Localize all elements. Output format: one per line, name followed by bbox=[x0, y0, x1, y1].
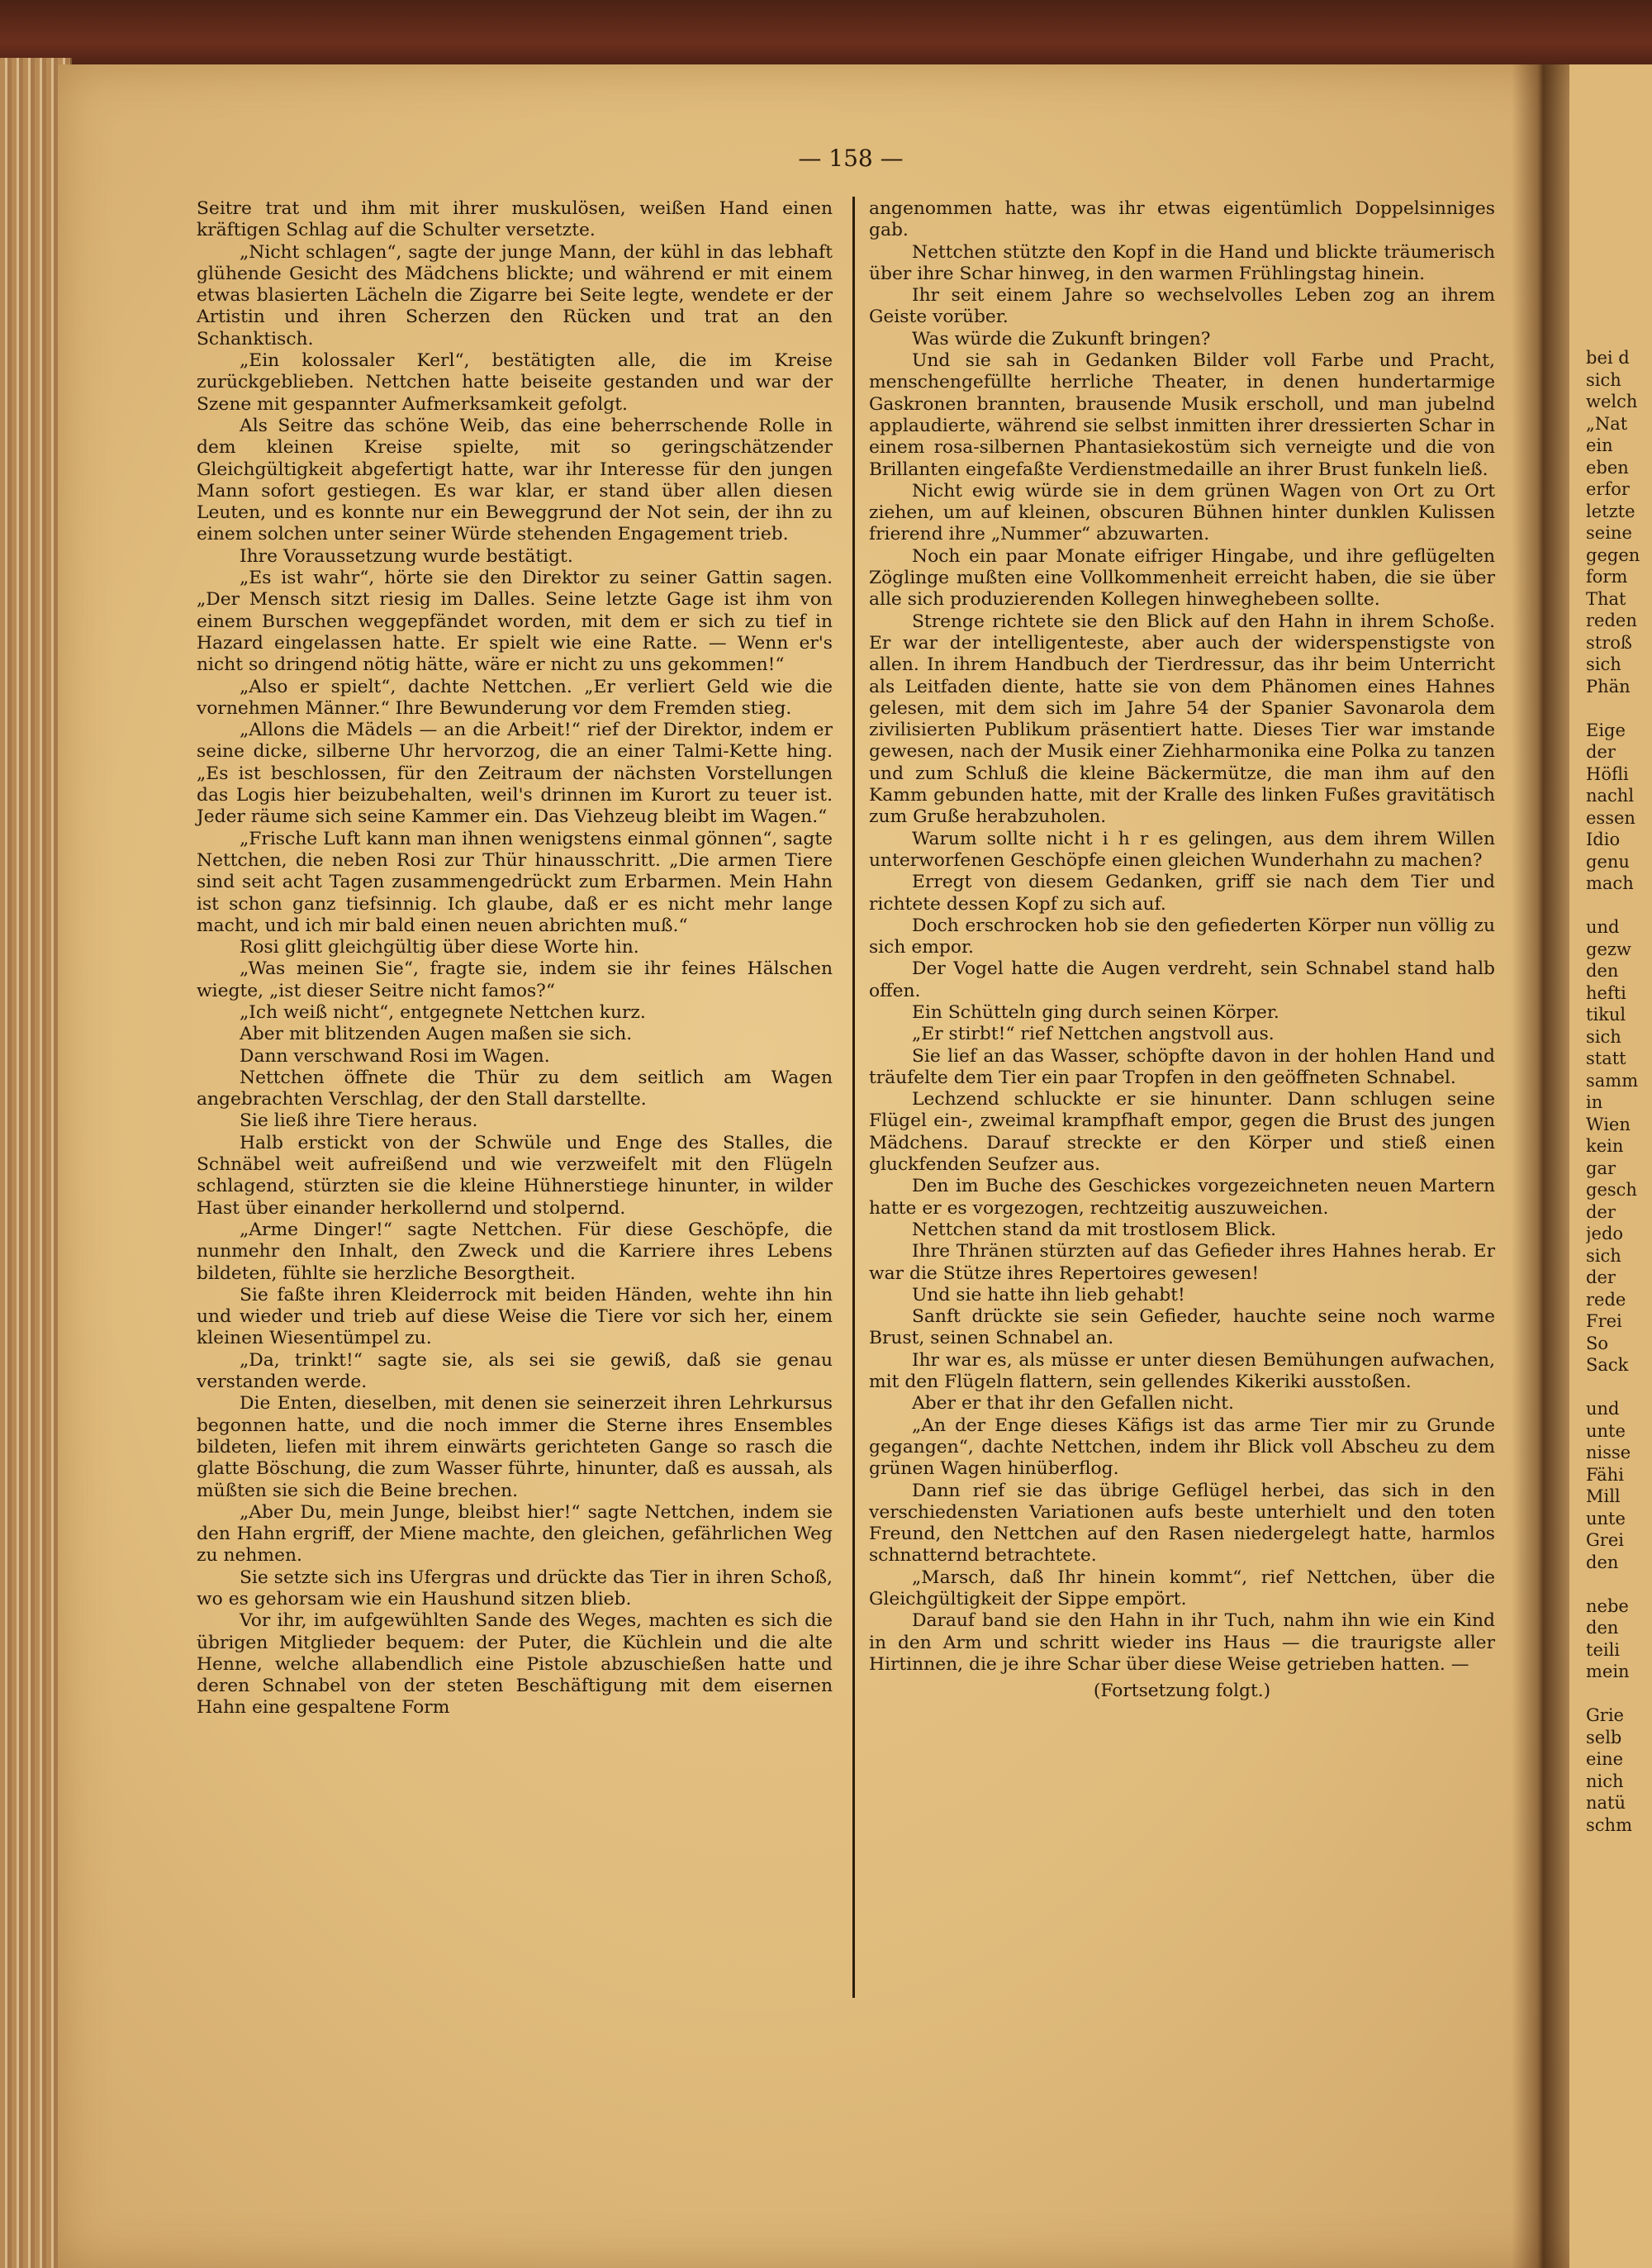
facing-line-fragment: den bbox=[1586, 961, 1619, 981]
paragraph: Darauf band sie den Hahn in ihr Tuch, nahm ihn wie ein Kind in den Arm und schritt wieder ins Haus — die traurigste aller Hirtinnen, die je ihre Schar über diese Weise getrieben hatten. — bbox=[869, 1610, 1495, 1675]
paragraph: „Ich weiß nicht“, entgegnete Nettchen kurz. bbox=[240, 1001, 646, 1023]
facing-line-fragment: der bbox=[1586, 1267, 1616, 1287]
paragraph: Dann verschwand Rosi im Wagen. bbox=[240, 1045, 550, 1067]
paragraph: „Allons die Mädels — an die Arbeit!“ rief der Direktor, indem er seine dicke, silberne Uhr hervorzog, die an einer Talmi-Kette hing. „Es ist beschlossen, für den Zeitraum der nächsten Vorstellungen das Logis hier beizubehalten, weil's drinnen im Kurort zu teuer ist. Jeder räume sich seine Kammer ein. Das Viehzeug bleibt im Wagen.“ bbox=[197, 720, 833, 828]
paragraph: Und sie sah in Gedanken Bilder voll Farbe und Pracht, menschengefüllte herrliche Theater, in denen hundertarmige Gaskronen brannten, brausende Musik erscholl, und man jubelnd applaudierte, während sie selbst inmitten ihrer dressierten Schar in einem rosa-silbernen Phantasiekostüm sich verneigte und die von Brillanten eingefaßte Verdienstmedaille an ihrer Brust funkeln ließ. bbox=[869, 350, 1495, 480]
facing-line-fragment: in bbox=[1586, 1092, 1603, 1112]
facing-line-fragment: tikul bbox=[1586, 1005, 1626, 1025]
facing-line-fragment: kein bbox=[1586, 1136, 1624, 1156]
facing-line-fragment: erfor bbox=[1586, 479, 1630, 499]
facing-line-fragment: welch bbox=[1586, 392, 1638, 411]
page-number: — 158 — bbox=[798, 145, 904, 172]
paragraph-gap bbox=[1586, 1573, 1648, 1595]
paragraph: „Ein kolossaler Kerl“, bestätigten alle, die im Kreise zurückgeblieben. Nettchen hatte beiseite gestanden und war der Szene mit gespannter Aufmerksamkeit gefolgt. bbox=[197, 350, 833, 415]
paragraph: Sie lief an das Wasser, schöpfte davon in der hohlen Hand und träufelte dem Tier ein paar Tropfen in den geöffneten Schnabel. bbox=[869, 1045, 1495, 1088]
paragraph: Sie ließ ihre Tiere heraus. bbox=[240, 1110, 478, 1132]
paragraph-gap bbox=[1586, 697, 1648, 720]
facing-line-fragment: nisse bbox=[1586, 1443, 1631, 1462]
facing-line-fragment: Grei bbox=[1586, 1530, 1624, 1550]
paragraph: „Da, trinkt!“ sagte sie, als sei sie gewiß, daß sie genau verstanden werde. bbox=[197, 1349, 833, 1393]
paragraph: Sie faßte ihren Kleiderrock mit beiden Händen, wehte ihn hin und wieder und trieb auf diese Weise die Tiere vor sich her, einem kleinen Wiesentümpel zu. bbox=[197, 1284, 833, 1349]
paragraph: Rosi glitt gleichgültig über diese Worte hin. bbox=[240, 937, 639, 958]
paragraph: Halb erstickt von der Schwüle und Enge des Stalles, die Schnäbel weit aufreißend und wie verzweifelt mit den Flügeln schlagend, stürzten sie die kleine Hühnerstiege hinunter, in wilder Hast über einander herkollernd und stolpernd. bbox=[197, 1132, 833, 1219]
facing-line-fragment: form bbox=[1586, 567, 1628, 587]
paragraph: Noch ein paar Monate eifriger Hingabe, und ihre geflügelten Zöglinge mußten eine Vollkommenheit erreicht haben, die sie über alle sich produzierenden Kollegen hinweghebeen sollte. bbox=[869, 545, 1495, 611]
facing-line-fragment: sich bbox=[1586, 1245, 1621, 1266]
facing-line-fragment: gezw bbox=[1586, 939, 1631, 959]
paragraph: Ihr war es, als müsse er unter diesen Bemühungen aufwachen, mit den Flügeln flattern, sein gellendes Kikeriki ausstoßen. bbox=[869, 1349, 1495, 1393]
paragraph: Aber mit blitzenden Augen maßen sie sich. bbox=[240, 1024, 633, 1045]
facing-line-fragment: Sack bbox=[1586, 1355, 1629, 1375]
facing-line-fragment: Grie bbox=[1586, 1705, 1624, 1725]
paragraph: Sanft drückte sie sein Gefieder, hauchte seine noch warme Brust, seinen Schnabel an. bbox=[869, 1306, 1495, 1349]
facing-line-fragment: Phän bbox=[1586, 676, 1631, 697]
facing-line-fragment: hefti bbox=[1586, 982, 1626, 1003]
paragraph: „Arme Dinger!“ sagte Nettchen. Für diese Geschöpfe, die nunmehr den Inhalt, den Zweck und die Karriere ihres Lebens bildeten, fühlte sie herzliche Besorgtheit. bbox=[197, 1219, 833, 1284]
facing-line-fragment: stroß bbox=[1586, 632, 1632, 653]
paragraph: Doch erschrocken hob sie den gefiederten Körper nun völlig zu sich empor. bbox=[869, 915, 1495, 958]
paragraph: „Er stirbt!“ rief Nettchen angstvoll aus. bbox=[912, 1024, 1275, 1045]
paragraph: Ihr seit einem Jahre so wechselvolles Leben zog an ihrem Geiste vorüber. bbox=[869, 285, 1495, 328]
paragraph: „Nicht schlagen“, sagte der junge Mann, der kühl in das lebhaft glühende Gesicht des Mädchens blickte; und während er mit einem etwas blasierten Lächeln die Zigarre bei Seite legte, wendete er der Artistin und ihren Scherzen den Rücken und trat an den Schanktisch. bbox=[197, 241, 833, 349]
facing-line-fragment: und bbox=[1586, 917, 1620, 937]
paragraph: Strenge richtete sie den Blick auf den Hahn in ihrem Schoße. Er war der intelligenteste, aber auch der widerspenstigste von allen. In ihrem Handbuch der Tierdressur, das ihr beim Unterricht als Leitfaden diente, hatte sie von dem Phänomen eines Hahnes gelesen, mit dem sich im Jahre 54 der Spanier Savonarola dem zivilisierten Publikum präsentiert hatte. Dieses Tier war imstande gewesen, nach der Musik einer Ziehharmonika eine Polka zu tanzen und zum Schluß die kleine Bäckermütze, die man ihm auf den Kamm gebunden hatte, mit der Kralle des linken Fußes gravitätisch zum Gruße herabzuholen. bbox=[869, 611, 1495, 828]
paragraph: Den im Buche des Geschickes vorgezeichneten neuen Martern hatte er es vorgezogen, rechtzeitig auszuweichen. bbox=[869, 1176, 1495, 1219]
facing-line-fragment: rede bbox=[1586, 1289, 1626, 1310]
facing-page-text bbox=[1586, 347, 1648, 1836]
facing-line-fragment: Frei bbox=[1586, 1311, 1622, 1331]
paragraph: Nettchen öffnete die Thür zu dem seitlich am Wagen angebrachten Verschlag, der den Stall darstellte. bbox=[197, 1067, 833, 1110]
facing-line-fragment: Eige bbox=[1586, 720, 1626, 740]
facing-line-fragment: gar bbox=[1586, 1158, 1616, 1178]
paragraph: Und sie hatte ihn lieb gehabt! bbox=[912, 1284, 1185, 1305]
facing-line-fragment: den bbox=[1586, 1618, 1619, 1638]
paragraph: Erregt von diesem Gedanken, griff sie nach dem Tier und richtete dessen Kopf zu sich auf. bbox=[869, 872, 1495, 915]
paragraph-gap bbox=[1586, 1376, 1648, 1399]
facing-line-fragment: essen bbox=[1586, 807, 1635, 828]
paragraph: Als Seitre das schöne Weib, das eine beherrschende Rolle in dem kleinen Kreise spielte, mit so geringschätzender Gleichgültigkeit abgefertigt hatte, war ihr Interesse für den jungen Mann sofort gestiegen. Es war klar, er stand über allen diesen Leuten, und es konnte nur ein Beweggrund der Not sein, der ihn zu einem solchen unter seiner Würde stehenden Engagement trieb. bbox=[197, 415, 833, 545]
facing-line-fragment: Mill bbox=[1586, 1486, 1621, 1506]
paragraph: „Frische Luft kann man ihnen wenigstens einmal gönnen“, sagte Nettchen, die neben Rosi zur Thür hinausschritt. „Die armen Tiere sind seit acht Tagen zusammengedrückt zum Erbarmen. Mein Hahn ist schon ganz tiefsinnig. Ich glaube, daß er es nicht mehr lange macht, und ich mir bald einen neuen abrichten muß.“ bbox=[197, 828, 833, 936]
facing-line-fragment: Wien bbox=[1586, 1114, 1631, 1134]
paragraph: Ein Schütteln ging durch seinen Körper. bbox=[912, 1001, 1279, 1023]
facing-line-fragment: eine bbox=[1586, 1749, 1624, 1769]
facing-line-fragment: Fähi bbox=[1586, 1464, 1624, 1485]
facing-line-fragment: unte bbox=[1586, 1508, 1626, 1529]
paragraph: „Es ist wahr“, hörte sie den Direktor zu seiner Gattin sagen. „Der Mensch sitzt riesig im Dalles. Seine letzte Gage ist ihm von einem Burschen weggepfändet worden, mit dem er sich zu tief in Hazard eingelassen hatte. Er spielt wie eine Ratte. — Wenn er's nicht so dringend nötig hätte, wäre er nicht zu uns gekommen!“ bbox=[197, 568, 833, 676]
paragraph: „An der Enge dieses Käfigs ist das arme Tier mir zu Grunde gegangen“, dachte Nettchen, indem ihr Blick voll Abscheu zu dem grünen Wagen hinüberflog. bbox=[869, 1415, 1495, 1480]
facing-line-fragment: Idio bbox=[1586, 830, 1621, 849]
facing-line-fragment: gegen bbox=[1586, 544, 1640, 565]
facing-line-fragment: sich bbox=[1586, 1026, 1621, 1047]
column-divider bbox=[852, 197, 855, 1998]
facing-line-fragment: nachl bbox=[1586, 786, 1635, 806]
paragraph: „Was meinen Sie“, fragte sie, indem sie ihr feines Hälschen wiegte, „ist dieser Seitre nicht famos?“ bbox=[197, 958, 833, 1001]
paragraph: Die Enten, dieselben, mit denen sie seinerzeit ihren Lehrkursus begonnen hatte, und die noch immer die Sterne ihres Ensembles bildeten, liefen mit ihrem einwärts gerichteten Gange so rasch die glatte Böschung, die zum Wasser führte, hinunter, daß es aussah, als müßten sie sich die Beine brechen. bbox=[197, 1393, 833, 1501]
facing-line-fragment: seine bbox=[1586, 523, 1632, 543]
paragraph: „Also er spielt“, dachte Nettchen. „Er verliert Geld wie die vornehmen Männer.“ Ihre Bewunderung vor dem Fremden stieg. bbox=[197, 676, 833, 719]
paragraph: Aber er that ihr den Gefallen nicht. bbox=[912, 1393, 1234, 1415]
gutter-shadow bbox=[1512, 64, 1569, 2268]
facing-line-fragment: statt bbox=[1586, 1048, 1626, 1068]
left-text-column bbox=[197, 198, 833, 1719]
paragraph: Dann rief sie das übrige Geflügel herbei, das sich in den verschiedensten Variationen aufs beste unterhielt und den toten Freund, den Nettchen auf den Rasen niedergelegt hatte, harmlos schnatternd betrachtete. bbox=[869, 1480, 1495, 1567]
paragraph: Ihre Thränen stürzten auf das Gefieder ihres Hahnes herab. Er war die Stütze ihres Repertoires gewesen! bbox=[869, 1241, 1495, 1284]
facing-line-fragment: unte bbox=[1586, 1420, 1626, 1441]
paragraph-gap bbox=[1586, 895, 1648, 917]
paragraph: Sie setzte sich ins Ufergras und drückte das Tier in ihren Schoß, wo es gehorsam wie ein Haushund sitzen blieb. bbox=[197, 1567, 833, 1609]
paragraph: Vor ihr, im aufgewühlten Sande des Weges, machten es sich die übrigen Mitglieder bequem: der Puter, die Küchlein und die alte Henne, welche allabendlich eine Pistole abzuschießen hatte und deren Schnabel von der steten Beschäftigung mit dem eisernen Hahn eine gespaltene Form bbox=[197, 1610, 833, 1719]
facing-line-fragment: selb bbox=[1586, 1727, 1622, 1747]
paragraph: Nicht ewig würde sie in dem grünen Wagen von Ort zu Ort ziehen, um auf kleinen, obscuren Bühnen hinter dunklen Kulissen frierend ihre „Nummer“ abzuwarten. bbox=[869, 480, 1495, 545]
facing-line-fragment: mein bbox=[1586, 1662, 1630, 1681]
facing-line-fragment: So bbox=[1586, 1333, 1609, 1353]
facing-line-fragment: letzte bbox=[1586, 501, 1635, 521]
facing-line-fragment: samm bbox=[1586, 1070, 1639, 1091]
paragraph: Lechzend schluckte er sie hinunter. Dann schlugen seine Flügel ein-, zweimal krampfhaft empor, gegen die Brust des jungen Mädchens. Darauf streckte er den Körper und stieß einen gluckfenden Seufzer aus. bbox=[869, 1089, 1495, 1176]
paragraph: „Aber Du, mein Junge, bleibst hier!“ sagte Nettchen, indem sie den Hahn ergriff, der Miene machte, den gleichen, gefährlichen Weg zu nehmen. bbox=[197, 1501, 833, 1567]
right-text-column bbox=[869, 198, 1495, 1702]
continuation-note: (Fortsetzung folgt.) bbox=[1093, 1681, 1271, 1702]
facing-line-fragment: und bbox=[1586, 1399, 1620, 1419]
facing-line-fragment: eben bbox=[1586, 457, 1629, 478]
paragraph: „Marsch, daß Ihr hinein kommt“, rief Nettchen, über die Gleichgültigkeit der Sippe empört. bbox=[869, 1567, 1495, 1609]
facing-line-fragment: nebe bbox=[1586, 1595, 1629, 1616]
facing-line-fragment: teili bbox=[1586, 1639, 1621, 1660]
paragraph: Ihre Voraussetzung wurde bestätigt. bbox=[240, 545, 573, 567]
facing-line-fragment: ein bbox=[1586, 435, 1613, 455]
paragraph: Warum sollte nicht i h r es gelingen, aus dem ihrem Willen unterworfenen Geschöpfe einen gleichen Wunderhahn zu machen? bbox=[869, 828, 1495, 871]
facing-line-fragment: den bbox=[1586, 1552, 1619, 1572]
paragraph: Nettchen stand da mit trostlosem Blick. bbox=[912, 1219, 1276, 1240]
paragraph: Der Vogel hatte die Augen verdreht, sein Schnabel stand halb offen. bbox=[869, 958, 1495, 1001]
facing-line-fragment: schm bbox=[1586, 1814, 1632, 1835]
facing-line-fragment: der bbox=[1586, 1201, 1616, 1222]
facing-line-fragment: jedo bbox=[1586, 1224, 1624, 1243]
paragraph: Seitre trat und ihm mit ihrer muskulösen, weißen Hand einen kräftigen Schlag auf die Schulter versetzte. bbox=[197, 198, 833, 241]
facing-line-fragment: natü bbox=[1586, 1793, 1626, 1813]
paragraph: Nettchen stützte den Kopf in die Hand und blickte träumerisch über ihre Schar hinweg, in den warmen Frühlingstag hinein. bbox=[869, 241, 1495, 284]
facing-line-fragment: nich bbox=[1586, 1771, 1624, 1791]
facing-line-fragment: sich bbox=[1586, 654, 1621, 674]
facing-line-fragment: der bbox=[1586, 742, 1616, 762]
facing-line-fragment: sich bbox=[1586, 369, 1621, 390]
paragraph-gap bbox=[1586, 1683, 1648, 1705]
facing-line-fragment: Höfli bbox=[1586, 763, 1629, 784]
facing-line-fragment: bei d bbox=[1586, 348, 1630, 368]
paragraph: angenommen hatte, was ihr etwas eigentümlich Doppelsinniges gab. bbox=[869, 198, 1495, 241]
facing-line-fragment: That bbox=[1586, 588, 1626, 609]
facing-line-fragment: gesch bbox=[1586, 1180, 1637, 1200]
facing-line-fragment: „Nat bbox=[1586, 413, 1628, 434]
facing-line-fragment: reden bbox=[1586, 611, 1637, 630]
facing-line-fragment: mach bbox=[1586, 873, 1634, 893]
facing-line-fragment: genu bbox=[1586, 851, 1630, 872]
paragraph: Was würde die Zukunft bringen? bbox=[912, 328, 1211, 349]
